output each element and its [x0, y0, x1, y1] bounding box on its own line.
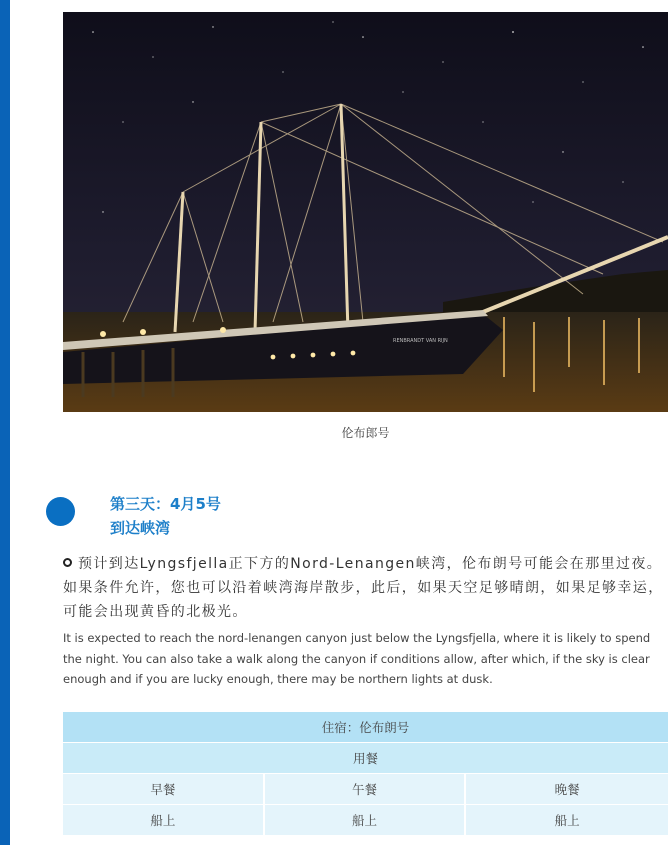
meals-header-cell: 用餐	[63, 743, 668, 773]
meal-places-row	[63, 805, 668, 835]
meal-name-breakfast: 早餐	[63, 774, 265, 804]
meal-names-row	[63, 774, 668, 804]
meals-header-row	[63, 743, 668, 773]
left-accent-bar	[0, 0, 10, 845]
meal-place-breakfast: 船上	[63, 805, 265, 835]
meal-place-dinner: 船上	[466, 805, 668, 835]
english-description: It is expected to reach the nord-lenangen canyon just below the Lyngsfjella, where it is likely to spend the night. You can also take a walk along the canyon if conditions allow, after which, if the sky is clear enough and if you are lucky enough, there may be northern lights at dusk.	[63, 631, 651, 686]
hull-name: RENBRANDT VAN RIJN	[393, 338, 448, 344]
photo-caption: 伦布郎号	[341, 426, 390, 440]
lodging-cell: 住宿：伦布朗号	[63, 712, 668, 742]
chinese-description	[63, 552, 668, 624]
meal-place-lunch: 船上	[265, 805, 467, 835]
meal-name-dinner: 晚餐	[466, 774, 668, 804]
ship-photo	[63, 12, 668, 412]
chinese-description-text: 预计到达Lyngsfjella正下方的Nord-Lenangen峡湾，伦布朗号可能会在那里过夜。如果条件允许，您也可以沿着峡湾海岸散步，此后，如果天空足够晴朗，如果足够幸运，可能会出现黄昏的北极光。	[63, 556, 664, 620]
bullet-icon	[63, 558, 72, 567]
day-subtitle: 到达峡湾	[110, 519, 171, 537]
itinerary-table	[63, 711, 668, 836]
day-marker-dot	[46, 497, 75, 526]
day-title: 第三天：4月5号	[110, 495, 221, 513]
meal-name-lunch: 午餐	[265, 774, 467, 804]
lodging-row	[63, 712, 668, 742]
